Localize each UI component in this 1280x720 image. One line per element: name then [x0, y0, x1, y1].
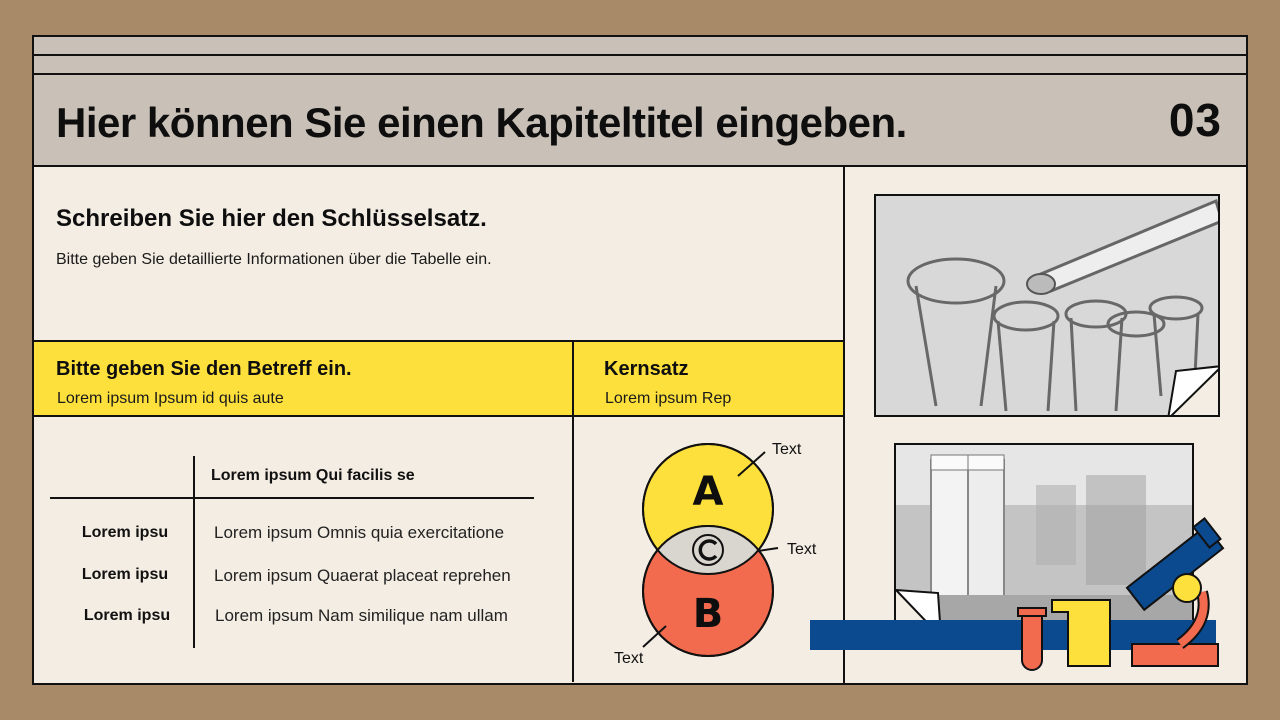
table-venn-divider — [572, 417, 574, 682]
subject-subtitle: Lorem ipsum Ipsum id quis aute — [57, 390, 284, 407]
chapter-number: 03 — [1168, 94, 1222, 146]
pipette-illustration — [876, 196, 1220, 417]
table-row-key: Lorem ipsu — [83, 607, 171, 624]
table-row-value: Lorem ipsum Nam similique nam ullam — [215, 606, 508, 625]
microscope-icon — [1127, 518, 1223, 666]
top-strip-divider — [34, 54, 1246, 56]
test-tube-icon — [1018, 608, 1046, 670]
venn-letter-b: B — [692, 591, 724, 637]
venn-label-middle: Text — [787, 541, 817, 558]
venn-letter-a: A — [692, 469, 724, 515]
table-row-value: Lorem ipsum Omnis quia exercitatione — [214, 523, 505, 542]
top-strip — [34, 37, 1246, 75]
venn-label-bottom: Text — [614, 650, 644, 667]
chapter-header — [34, 75, 1246, 167]
table-row-value: Lorem ipsum Quaerat placeat reprehen — [214, 566, 511, 585]
table-row-key: Lorem ipsu — [81, 566, 169, 583]
band-divider — [572, 342, 574, 419]
lab-equipment-illustration — [1010, 512, 1240, 672]
beaker-icon — [1052, 600, 1110, 666]
chapter-title: Hier können Sie einen Kapiteltitel eingeben. — [56, 99, 907, 146]
subject-band — [34, 340, 843, 417]
pipette-photo — [874, 194, 1220, 417]
venn-pointer-middle — [758, 548, 778, 551]
table-header: Lorem ipsum Qui facilis se — [211, 467, 415, 484]
core-subtitle: Lorem ipsum Rep — [605, 390, 732, 407]
table-row-key: Lorem ipsu — [81, 524, 169, 541]
key-sentence-description: Bitte geben Sie detaillierte Informationen über die Tabelle ein. — [56, 251, 492, 268]
venn-label-top: Text — [772, 441, 802, 458]
key-sentence-title: Schreiben Sie hier den Schlüsselsatz. — [56, 205, 487, 232]
core-title: Kernsatz — [604, 358, 689, 380]
subject-title: Bitte geben Sie den Betreff ein. — [56, 358, 352, 380]
table-header-rule — [50, 497, 534, 499]
table-vertical-rule — [193, 456, 195, 648]
